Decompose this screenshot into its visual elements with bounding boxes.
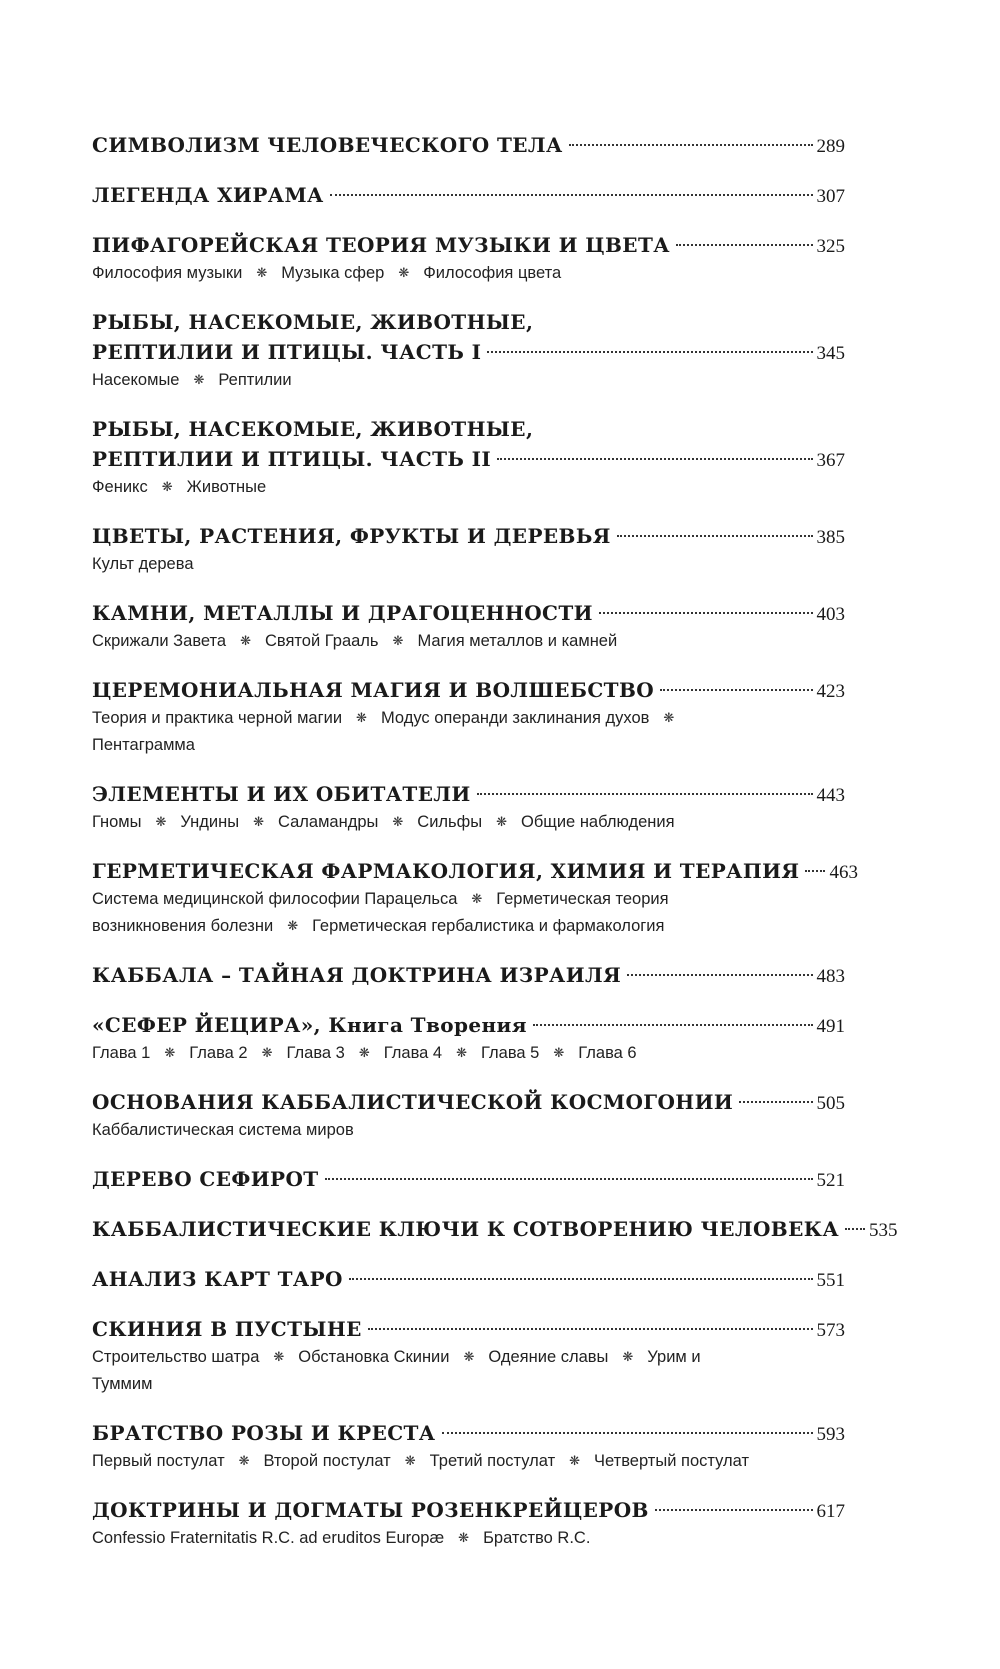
entry-subtopics	[92, 551, 845, 578]
subtopic[interactable]: Confessio Fraternitatis R.C. ad eruditos Europæ	[92, 1529, 445, 1547]
entry-title-line	[92, 521, 845, 551]
entry-page-number[interactable]: 443	[816, 785, 845, 806]
entry-title[interactable]: ЦВЕТЫ, РАСТЕНИЯ, ФРУКТЫ И ДЕРЕВЬЯ	[92, 524, 611, 548]
toc-entry	[92, 230, 845, 287]
separator-icon: ❋	[463, 1349, 475, 1364]
entry-subtopics	[92, 367, 845, 394]
toc-entry	[92, 1087, 845, 1144]
subtopic[interactable]: Магия металлов и камней	[417, 632, 618, 650]
entry-title-line	[92, 1314, 845, 1344]
entry-title-line	[92, 130, 845, 160]
subtopic[interactable]: Первый постулат	[92, 1452, 225, 1470]
entry-title-tail: Книга Творения	[328, 1013, 527, 1037]
entry-subtopics	[92, 886, 752, 940]
subtopic[interactable]: Культ дерева	[92, 555, 194, 573]
subtopic[interactable]: Сильфы	[417, 813, 483, 831]
toc-entry	[92, 856, 858, 940]
entry-subtopics	[92, 1448, 845, 1475]
entry-title[interactable]: КАМНИ, МЕТАЛЛЫ И ДРАГОЦЕННОСТИ	[92, 601, 593, 625]
separator-icon: ❋	[240, 633, 251, 648]
entry-title[interactable]: РЕПТИЛИИ И ПТИЦЫ. ЧАСТЬ II	[92, 447, 492, 471]
entry-title[interactable]: ЛЕГЕНДА ХИРАМА	[92, 183, 324, 207]
dot-leader	[655, 1509, 813, 1511]
entry-page-number[interactable]: 573	[816, 1320, 845, 1341]
entry-title-line	[92, 1264, 845, 1294]
subtopic[interactable]: Система медицинской философии Парацельса	[92, 890, 458, 908]
subtopic[interactable]: Модус операнди заклинания духов	[380, 709, 650, 727]
dot-leader	[660, 689, 812, 691]
entry-title-first-line[interactable]: РЫБЫ, НАСЕКОМЫЕ, ЖИВОТНЫЕ,	[92, 310, 534, 334]
separator-icon: ❋	[273, 1349, 285, 1364]
toc-entry	[92, 1314, 845, 1398]
entry-page-number[interactable]: 345	[816, 343, 845, 364]
entry-page-number[interactable]: 367	[816, 450, 845, 471]
separator-icon: ❋	[471, 891, 483, 906]
dot-leader	[739, 1101, 812, 1103]
separator-icon: ❋	[238, 1453, 250, 1468]
dot-leader	[330, 194, 813, 196]
entry-title[interactable]: ГЕРМЕТИЧЕСКАЯ ФАРМАКОЛОГИЯ, ХИМИЯ И ТЕРАПИЯ	[92, 859, 800, 883]
toc-entry	[92, 180, 845, 210]
entry-title-line	[92, 1164, 845, 1194]
toc-entry	[92, 960, 845, 990]
toc-entry	[92, 130, 845, 160]
entry-subtopics	[92, 474, 845, 501]
separator-icon: ❋	[569, 1453, 581, 1468]
entry-page-number[interactable]: 491	[816, 1016, 845, 1037]
subtopic[interactable]: Философия цвета	[423, 264, 562, 282]
subtopic[interactable]: Каббалистическая система миров	[92, 1121, 354, 1139]
entry-subtopics	[92, 1040, 845, 1067]
entry-page-number[interactable]: 307	[816, 186, 845, 207]
entry-title-line	[92, 856, 858, 886]
separator-icon: ❋	[392, 814, 404, 829]
entry-title[interactable]: ДОКТРИНЫ И ДОГМАТЫ РОЗЕНКРЕЙЦЕРОВ	[92, 1498, 649, 1522]
dot-leader	[569, 144, 813, 146]
separator-icon: ❋	[356, 710, 367, 725]
subtopic[interactable]: Саламандры	[277, 813, 379, 831]
entry-subtopics	[92, 1117, 845, 1144]
entry-title[interactable]: РЕПТИЛИИ И ПТИЦЫ. ЧАСТЬ I	[92, 340, 482, 364]
subtopic[interactable]: Урим и Туммим	[92, 1348, 701, 1393]
entry-title-line	[92, 180, 845, 210]
separator-icon: ❋	[358, 1045, 370, 1060]
subtopic[interactable]: Рептилии	[218, 371, 292, 389]
separator-icon: ❋	[622, 1349, 634, 1364]
toc-entry	[92, 675, 845, 759]
entry-title-line	[92, 1418, 845, 1448]
subtopic[interactable]: Глава 3	[286, 1044, 345, 1062]
entry-title[interactable]: ЭЛЕМЕНТЫ И ИХ ОБИТАТЕЛИ	[92, 782, 471, 806]
subtopic[interactable]: Одеяние славы	[488, 1348, 609, 1366]
entry-title-first-line[interactable]: РЫБЫ, НАСЕКОМЫЕ, ЖИВОТНЫЕ,	[92, 417, 534, 441]
entry-title[interactable]: КАББАЛИСТИЧЕСКИЕ КЛЮЧИ К СОТВОРЕНИЮ ЧЕЛОВЕКА	[92, 1217, 840, 1241]
entry-title-line	[92, 1495, 845, 1525]
entry-title-line	[92, 444, 845, 474]
entry-page-number[interactable]: 551	[816, 1270, 845, 1291]
toc-entry	[92, 1495, 845, 1552]
dot-leader	[497, 458, 812, 460]
separator-icon: ❋	[164, 1045, 176, 1060]
dot-leader	[617, 535, 813, 537]
subtopic[interactable]: Гномы	[92, 813, 142, 831]
toc-entry	[92, 1164, 845, 1194]
separator-icon: ❋	[404, 1453, 416, 1468]
subtopic[interactable]: Феникс	[92, 478, 148, 496]
entry-title[interactable]: ДЕРЕВО СЕФИРОТ	[92, 1167, 319, 1191]
entry-page-number[interactable]: 483	[816, 966, 845, 987]
entry-page-number[interactable]: 617	[816, 1501, 845, 1522]
entry-title[interactable]: КАББАЛА – ТАЙНАЯ ДОКТРИНА ИЗРАИЛЯ	[92, 963, 622, 987]
subtopic[interactable]: Герметическая гербалистика и фармакология	[312, 917, 665, 935]
entry-title[interactable]: ЦЕРЕМОНИАЛЬНАЯ МАГИЯ И ВОЛШЕБСТВО	[92, 678, 655, 702]
subtopic[interactable]: Строительство шатра	[92, 1348, 260, 1366]
subtopic[interactable]: Святой Грааль	[264, 632, 379, 650]
entry-page-number[interactable]: 325	[816, 236, 845, 257]
separator-icon: ❋	[161, 479, 173, 494]
entry-title-line	[92, 960, 845, 990]
dot-leader	[805, 870, 825, 872]
entry-title-line	[92, 230, 845, 260]
subtopic[interactable]: Глава 1	[92, 1044, 151, 1062]
entry-title[interactable]: АНАЛИЗ КАРТ ТАРО	[92, 1267, 343, 1291]
dot-leader	[368, 1328, 813, 1330]
separator-icon: ❋	[392, 633, 404, 648]
entry-title-line	[92, 779, 845, 809]
entry-subtopics	[92, 1344, 752, 1398]
separator-icon: ❋	[496, 814, 507, 829]
dot-leader	[845, 1228, 865, 1230]
entry-page-number[interactable]: 423	[816, 681, 845, 702]
toc-entry	[92, 779, 845, 836]
subtopic[interactable]: Второй постулат	[263, 1452, 391, 1470]
entry-subtopics	[92, 1525, 845, 1552]
entry-page-number[interactable]: 403	[816, 604, 845, 625]
separator-icon: ❋	[287, 918, 299, 933]
subtopic[interactable]: Общие наблюдения	[520, 813, 675, 831]
toc-entry	[92, 307, 845, 394]
subtopic[interactable]: Теория и практика черной магии	[92, 709, 343, 727]
toc-entry	[92, 1214, 898, 1244]
separator-icon: ❋	[253, 814, 264, 829]
dot-leader	[676, 244, 813, 246]
toc-entry	[92, 1010, 845, 1067]
subtopic[interactable]: Герметическая теория возникновения болезни	[92, 890, 669, 935]
entry-title-line	[92, 675, 845, 705]
entry-title[interactable]	[92, 1010, 527, 1040]
entry-page-number[interactable]: 505	[816, 1093, 845, 1114]
dot-leader	[487, 351, 812, 353]
entry-title-line	[92, 337, 845, 367]
separator-icon: ❋	[155, 814, 167, 829]
subtopic[interactable]: Глава 5	[481, 1044, 540, 1062]
subtopic[interactable]: Ундины	[180, 813, 240, 831]
entry-title-line	[92, 1087, 845, 1117]
subtopic[interactable]: Братство R.C.	[483, 1529, 591, 1547]
toc-entry	[92, 1418, 845, 1475]
subtopic[interactable]: Скрижали Завета	[92, 632, 227, 650]
dot-leader	[599, 612, 813, 614]
subtopic[interactable]: Обстановка Скинии	[298, 1348, 450, 1366]
subtopic[interactable]: Насекомые	[92, 371, 180, 389]
entry-title[interactable]: СИМВОЛИЗМ ЧЕЛОВЕЧЕСКОГО ТЕЛА	[92, 133, 563, 157]
subtopic[interactable]: Музыка сфер	[281, 264, 385, 282]
entry-subtopics	[92, 260, 845, 287]
entry-page-number[interactable]: 289	[816, 136, 845, 157]
toc-entry	[92, 521, 845, 578]
entry-title[interactable]: БРАТСТВО РОЗЫ И КРЕСТА	[92, 1421, 436, 1445]
separator-icon: ❋	[458, 1530, 470, 1545]
entry-title[interactable]: ОСНОВАНИЯ КАББАЛИСТИЧЕСКОЙ КОСМОГОНИИ	[92, 1090, 734, 1114]
entry-subtopics	[92, 809, 845, 836]
toc-entry	[92, 414, 845, 501]
entry-subtopics	[92, 628, 845, 655]
dot-leader	[627, 974, 812, 976]
separator-icon: ❋	[663, 710, 675, 725]
dot-leader	[477, 793, 813, 795]
toc-entry	[92, 1264, 845, 1294]
dot-leader	[442, 1432, 813, 1434]
subtopic[interactable]: Глава 4	[383, 1044, 443, 1062]
entry-title-main: «СЕФЕР ЙЕЦИРА»,	[92, 1013, 322, 1037]
entry-subtopics	[92, 705, 692, 759]
separator-icon: ❋	[256, 265, 268, 280]
entry-page-number[interactable]: 593	[816, 1424, 845, 1445]
subtopic[interactable]: Философия музыки	[92, 264, 243, 282]
dot-leader	[325, 1178, 813, 1180]
subtopic[interactable]: Третий постулат	[429, 1452, 556, 1470]
separator-icon: ❋	[398, 265, 410, 280]
entry-page-number[interactable]: 535	[869, 1220, 898, 1241]
entry-title-line	[92, 598, 845, 628]
entry-page-number[interactable]: 385	[816, 527, 845, 548]
dot-leader	[533, 1024, 813, 1026]
subtopic[interactable]: Четвертый постулат	[594, 1452, 750, 1470]
entry-page-number[interactable]: 521	[816, 1170, 845, 1191]
separator-icon: ❋	[456, 1045, 467, 1060]
entry-title-line	[92, 1214, 898, 1244]
subtopic[interactable]: Глава 6	[578, 1044, 637, 1062]
separator-icon: ❋	[193, 372, 205, 387]
entry-title-line	[92, 1010, 845, 1040]
toc-entry	[92, 598, 845, 655]
subtopic[interactable]: Животные	[186, 478, 267, 496]
subtopic[interactable]: Пентаграмма	[92, 736, 195, 754]
entry-page-number[interactable]: 463	[829, 862, 858, 883]
separator-icon: ❋	[553, 1045, 565, 1060]
separator-icon: ❋	[261, 1045, 273, 1060]
table-of-contents	[92, 130, 898, 1572]
entry-title[interactable]: ПИФАГОРЕЙСКАЯ ТЕОРИЯ МУЗЫКИ И ЦВЕТА	[92, 233, 670, 257]
entry-title[interactable]: СКИНИЯ В ПУСТЫНЕ	[92, 1317, 362, 1341]
subtopic[interactable]: Глава 2	[189, 1044, 248, 1062]
dot-leader	[349, 1278, 813, 1280]
